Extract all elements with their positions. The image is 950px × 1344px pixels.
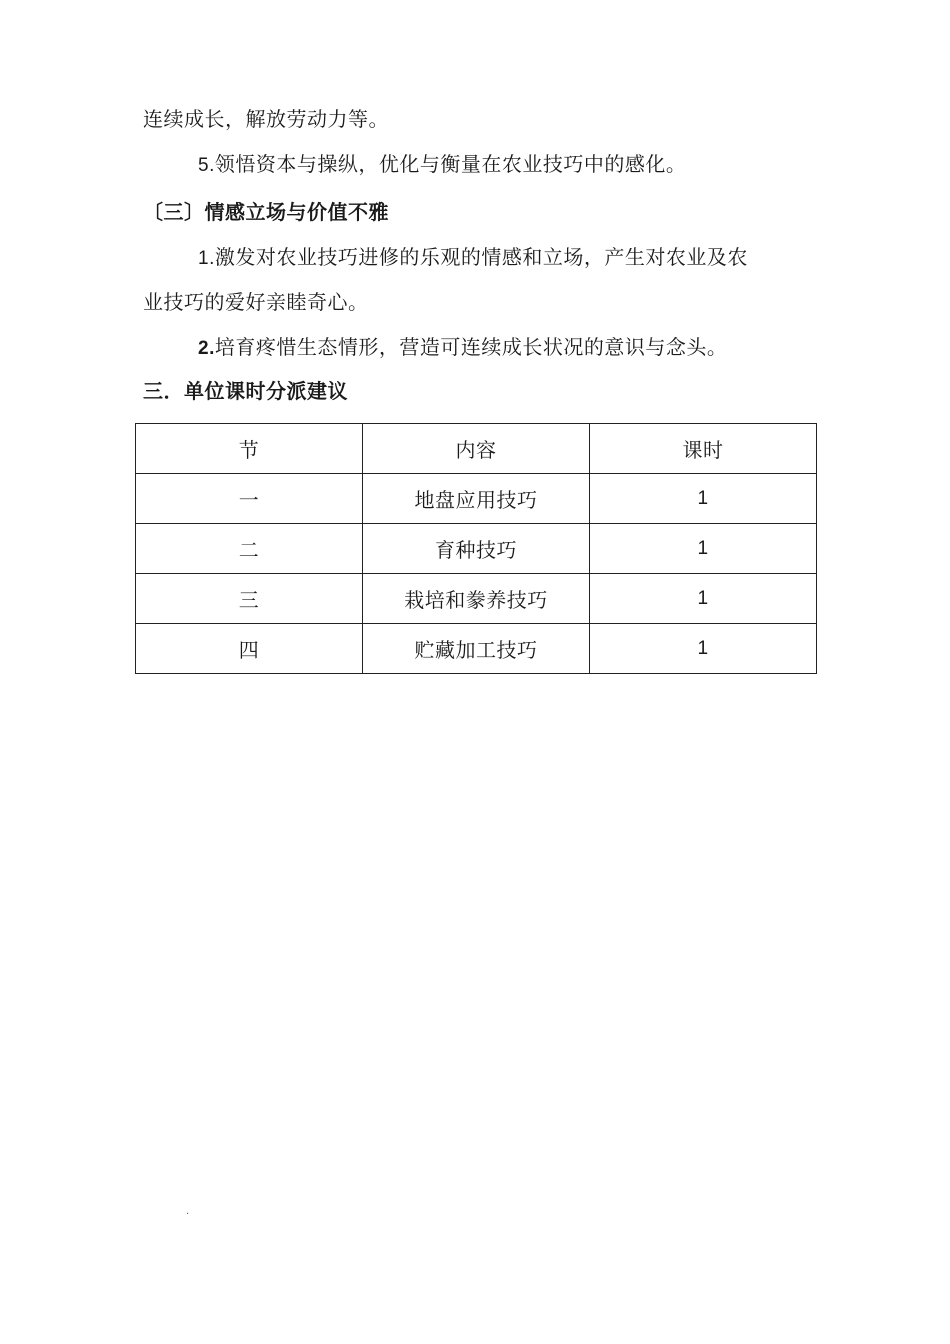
section-heading-schedule: 三．单位课时分派建议	[143, 379, 348, 403]
header-hours: 课时	[590, 424, 817, 474]
objective-item-1-line1	[198, 242, 748, 274]
item-number: 5.	[198, 155, 215, 176]
cell-hours: 1	[590, 624, 817, 674]
item-text: 激发对农业技巧进修的乐观的情感和立场，产生对农业及农	[214, 245, 748, 269]
item-text: 培育疼惜生态情形，营造可连续成长状况的意识与念头。	[214, 335, 728, 359]
paragraph-continuation: 连续成长，解放劳动力等。	[143, 107, 389, 131]
cell-content: 贮藏加工技巧	[363, 624, 590, 674]
cell-hours: 1	[590, 474, 817, 524]
schedule-table	[135, 423, 817, 674]
cell-section: 三	[136, 574, 363, 624]
cell-hours: 1	[590, 574, 817, 624]
table-header-row	[136, 424, 817, 474]
cell-content: 育种技巧	[363, 524, 590, 574]
table-row	[136, 524, 817, 574]
table-row	[136, 624, 817, 674]
cell-hours: 1	[590, 524, 817, 574]
cell-content: 栽培和豢养技巧	[363, 574, 590, 624]
cell-section: 一	[136, 474, 363, 524]
item-number: 1.	[198, 248, 215, 269]
header-section: 节	[136, 424, 363, 474]
item-number: 2.	[198, 338, 215, 359]
table-row	[136, 474, 817, 524]
objective-item-5	[198, 149, 686, 181]
cell-content: 地盘应用技巧	[363, 474, 590, 524]
footer-mark: .	[186, 1206, 190, 1217]
objective-item-2	[198, 332, 727, 364]
cell-section: 二	[136, 524, 363, 574]
header-content: 内容	[363, 424, 590, 474]
objective-item-1-line2: 业技巧的爱好亲睦奇心。	[143, 290, 369, 314]
item-text: 领悟资本与操纵，优化与衡量在农业技巧中的感化。	[214, 152, 687, 176]
cell-section: 四	[136, 624, 363, 674]
subheading-emotion-values: 〔三〕情感立场与价值不雅	[143, 200, 389, 224]
table-row	[136, 574, 817, 624]
